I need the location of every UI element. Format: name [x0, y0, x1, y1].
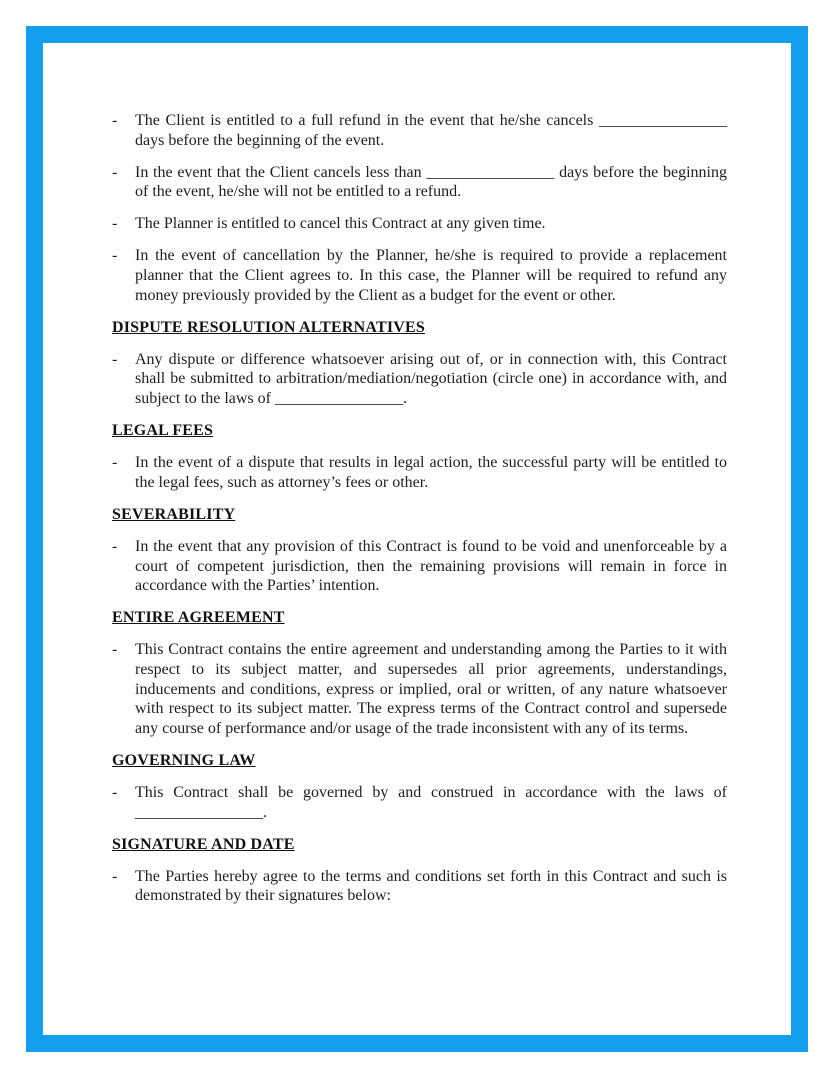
section-legal-fees [112, 421, 727, 492]
bullet-text-late-cancellation: In the event that the Client cancels less than ________________ days before the beginning of the event, he/she will not be entitled to a refund. [135, 163, 727, 201]
list-item [112, 867, 727, 906]
contract-document-page [43, 43, 791, 906]
section-heading-signature-and-date: SIGNATURE AND DATE [112, 835, 295, 853]
bullet-text-dispute-resolution: Any dispute or difference whatsoever arising out of, or in connection with, this Contract shall be submitted to arbitration/mediation/negotiation (circle one) in accordance with, and subject to the laws of ________________. [135, 350, 727, 408]
section-heading-dispute-resolution: DISPUTE RESOLUTION ALTERNATIVES [112, 318, 425, 336]
bullet-text-signature-and-date: The Parties hereby agree to the terms and conditions set forth in this Contract and such is demonstrated by their signatures below: [135, 867, 727, 905]
list-item [112, 453, 727, 492]
bullet-dash: - [112, 163, 118, 181]
section-entire-agreement [112, 608, 727, 738]
list-item [112, 163, 727, 202]
section-severability [112, 505, 727, 596]
section-heading-severability: SEVERABILITY [112, 505, 236, 523]
list-item [112, 783, 727, 822]
page-border [26, 26, 808, 1052]
bullet-text-entire-agreement: This Contract contains the entire agreement and understanding among the Parties to it with respect to its subject matter, and supersedes all prior agreements, understandings, inducements and conditions, express or implied, oral or written, of any nature whatsoever with respect to its subject matter. The express terms of the Contract control and supersede any course of performance and/or usage of the trade inconsistent with any of its terms. [135, 641, 727, 737]
bullet-dash: - [112, 867, 118, 885]
bullet-text-governing-law: This Contract shall be governed by and construed in accordance with the laws of ________________. [135, 783, 727, 821]
list-item [112, 640, 727, 738]
list-item [112, 246, 727, 305]
section-bullet-list [112, 640, 727, 738]
section-heading-governing-law: GOVERNING LAW [112, 751, 256, 769]
bullet-text-planner-cancel-right: The Planner is entitled to cancel this Contract at any given time. [135, 215, 546, 233]
cancellation-terms-list [112, 111, 727, 305]
section-bullet-list [112, 350, 727, 409]
bullet-dash: - [112, 247, 118, 265]
bullet-dash: - [112, 783, 118, 801]
bullet-text-legal-fees: In the event of a dispute that results in legal action, the successful party will be entitled to the legal fees, such as attorney’s fees or other. [135, 454, 727, 491]
bullet-dash: - [112, 538, 118, 555]
section-dispute-resolution [112, 318, 727, 409]
list-item [112, 537, 727, 596]
section-bullet-list [112, 453, 727, 492]
bullet-text-severability: In the event that any provision of this Contract is found to be void and unenforceable by a court of competent jurisdiction, then the remaining provisions will remain in force in accordance with the Parties’ intention. [135, 538, 727, 595]
bullet-dash: - [112, 350, 118, 368]
bullet-dash: - [112, 641, 118, 659]
list-item [112, 111, 727, 150]
bullet-dash: - [112, 454, 118, 472]
bullet-dash: - [112, 112, 118, 129]
section-heading-entire-agreement: ENTIRE AGREEMENT [112, 609, 285, 627]
section-bullet-list [112, 867, 727, 906]
bullet-text-planner-cancellation: In the event of cancellation by the Planner, he/she is required to provide a replacement planner that the Client agrees to. In this case, the Planner will be required to refund any money previously provided by the Client as a budget for the event or other. [135, 247, 727, 304]
bullet-dash: - [112, 215, 118, 233]
section-heading-legal-fees: LEGAL FEES [112, 422, 214, 440]
section-governing-law [112, 751, 727, 822]
section-bullet-list [112, 783, 727, 822]
bullet-text-full-refund: The Client is entitled to a full refund in the event that he/she cancels ________________ days before the beginning of the event. [135, 112, 727, 149]
list-item [112, 350, 727, 409]
section-signature-and-date [112, 835, 727, 906]
section-bullet-list [112, 537, 727, 596]
list-item [112, 214, 727, 234]
